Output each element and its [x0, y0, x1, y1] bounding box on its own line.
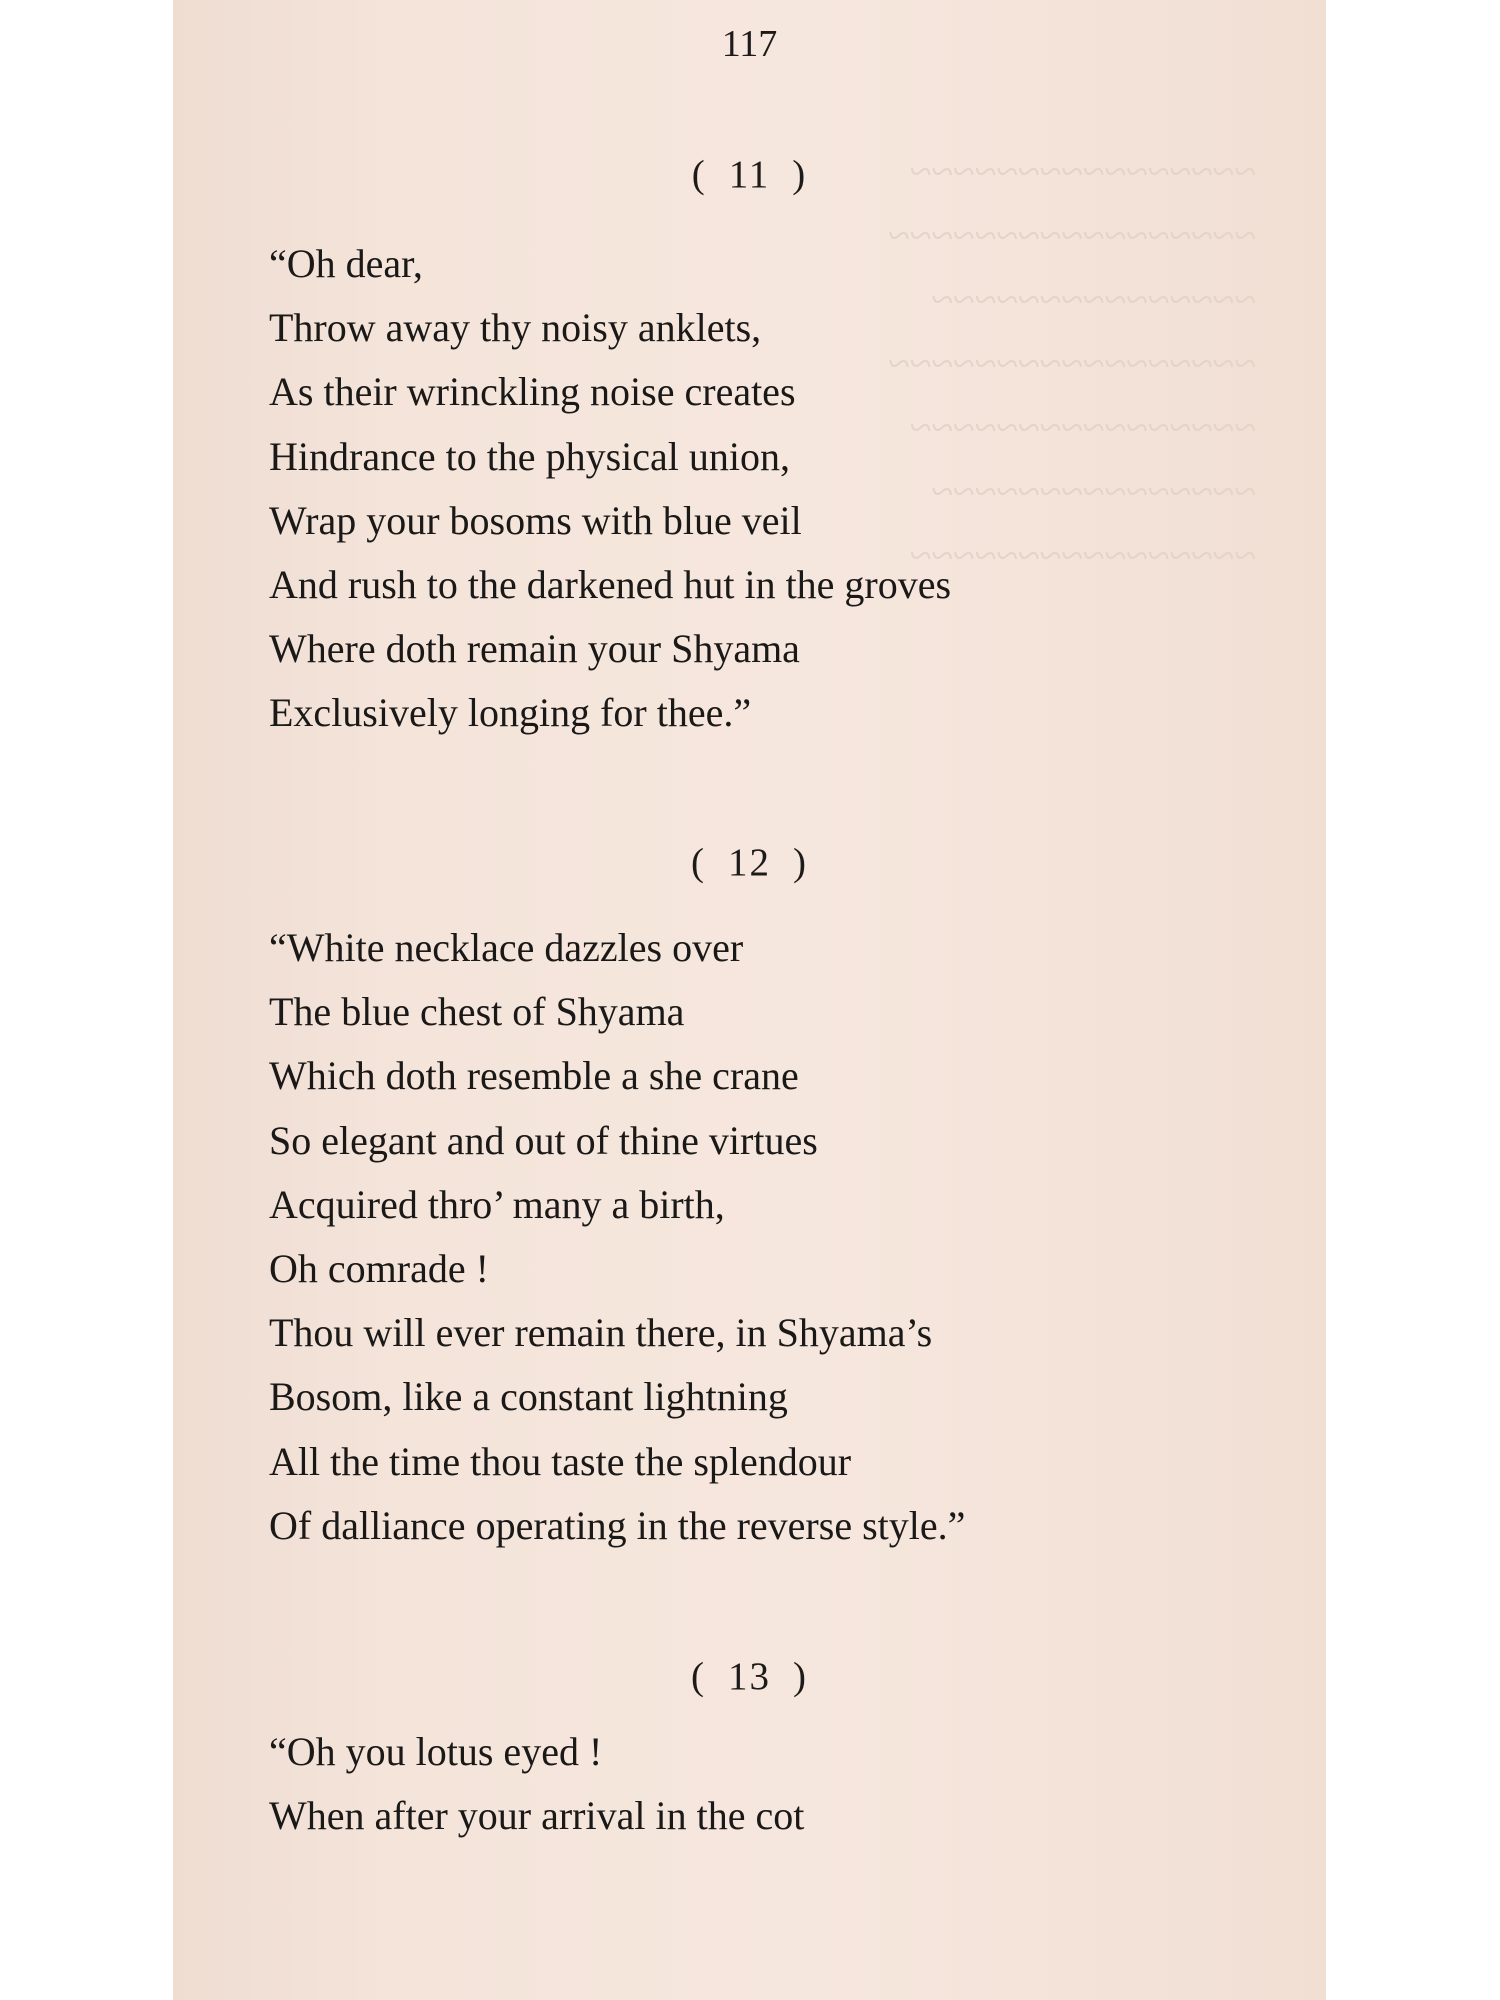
verse-line: Bosom, like a constant lightning	[269, 1374, 788, 1420]
stanza-12	[269, 916, 965, 1558]
verse-line: “Oh you lotus eyed !	[269, 1729, 603, 1774]
verse-line: Acquired thro’ many a birth,	[269, 1181, 725, 1227]
book-page	[173, 0, 1326, 2000]
verse-line: Of dalliance operating in the reverse style.”	[269, 1502, 966, 1548]
verse-line: “Oh dear,	[269, 241, 423, 286]
verse-line: As their wrinckling noise creates	[269, 369, 796, 415]
verse-line: Exclusively longing for thee.”	[269, 690, 752, 736]
verse-line: “White necklace dazzles over	[269, 925, 744, 970]
verse-line: So elegant and out of thine virtues	[269, 1117, 818, 1163]
show-through-texture: ~~~~~~~~~~~~~~~~ ~~~~~~~~~~~~~~~~~ ~~~~~~~~~~~~~~~ ~~~~~~~~~~~~~~~~~ ~~~~~~~~~~~~~~~~ ~~~~~~~~~~~~~~~ ~~~~~~~~~~~~~~~~	[888, 149, 1256, 578]
section-number-13: ( 13 )	[691, 1655, 808, 1698]
verse-line: Hindrance to the physical union,	[269, 433, 790, 479]
section-number-12: ( 12 )	[691, 841, 808, 884]
stanza-13	[269, 1720, 804, 1848]
verse-line: Where doth remain your Shyama	[269, 626, 800, 672]
stanza-11	[269, 232, 951, 746]
verse-line: Thou will ever remain there, in Shyama’s	[269, 1310, 933, 1356]
section-number: 12	[728, 841, 771, 884]
page-number: 117	[721, 23, 778, 65]
verse-line: Which doth resemble a she crane	[269, 1053, 799, 1099]
section-number: 13	[728, 1655, 771, 1698]
section-number: 11	[728, 153, 771, 196]
verse-line: Wrap your bosoms with blue veil	[269, 497, 802, 543]
verse-line: When after your arrival in the cot	[269, 1793, 805, 1839]
verse-line: And rush to the darkened hut in the groves	[269, 562, 952, 608]
verse-line: Oh comrade !	[269, 1246, 489, 1292]
section-number-11: ( 11 )	[691, 153, 808, 196]
verse-line: The blue chest of Shyama	[269, 989, 685, 1035]
verse-line: Throw away thy noisy anklets,	[269, 305, 762, 351]
verse-line: All the time thou taste the splendour	[269, 1438, 852, 1484]
